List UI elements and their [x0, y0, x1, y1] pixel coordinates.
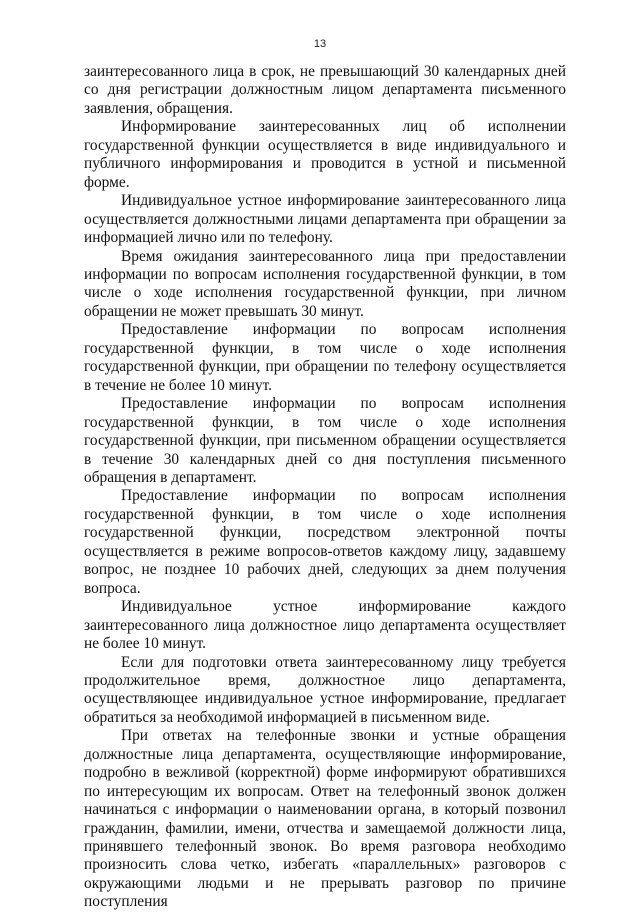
paragraph-oral-duration: Индивидуальное устное информирование каждого заинтересованного лица должностное лицо департамента осуществляет не более 10 минут. [84, 598, 566, 653]
paragraph-individual-oral: Индивидуальное устное информирование заинтересованного лица осуществляется должностными лицами департамента при обращении за информацией лично или по телефону. [84, 192, 566, 247]
document-body [84, 63, 566, 912]
paragraph-phone-info: Предоставление информации по вопросам исполнения государственной функции, в том числе о ходе исполнения государственной функции, при обращении по телефону осуществляется в течение не более 10 минут. [84, 321, 566, 394]
page-number: 13 [313, 38, 327, 50]
paragraph-written-info: Предоставление информации по вопросам исполнения государственной функции, в том числе о ходе исполнения государственной функции, при письменном обращении осуществляется в течение 30 календарных дней со дня поступления письменного обращения в департамент. [84, 395, 566, 486]
paragraph-waiting-time: Время ожидания заинтересованного лица при предоставлении информации по вопросам исполнения государственной функции, в том числе о ходе исполнения государственной функции, при личном обращении не может превышать 30 минут. [84, 247, 566, 320]
paragraph-long-preparation: Если для подготовки ответа заинтересованному лицу требуется продолжительное время, должностное лицо департамента, осуществляющее индивидуальное устное информирование, предлагает обратиться за необходимой информацией в письменном виде. [84, 653, 566, 726]
paragraph-continuation: заинтересованного лица в срок, не превышающий 30 календарных дней со дня регистрации должностным лицом департамента письменного заявления, обращения. [84, 63, 566, 117]
paragraph-email-info: Предоставление информации по вопросам исполнения государственной функции, в том числе о ходе исполнения государственной функции, посредством электронной почты осуществляется в режиме вопросов-ответов каждому лицу, задавшему вопрос, не позднее 10 рабочих дней, следующих за днем получения вопроса. [84, 487, 566, 597]
paragraph-informing-forms: Информирование заинтересованных лиц об исполнении государственной функции осуществляется в виде индивидуального и публичного информирования и проводится в устной и письменной форме. [84, 118, 566, 191]
paragraph-phone-calls: При ответах на телефонные звонки и устные обращения должностные лица департамента, осуществляющие информирование, подробно в вежливой (корректной) форме информируют обратившихся по интересующим их вопросам. Ответ на телефонный звонок должен начинаться с информации о наименовании органа, в который позвонил гражданин, фамилии, имени, отчества и замещаемой должности лица, принявшего телефонный звонок. Во время разговора необходимо произносить слова четко, избегать «параллельных» разговоров с окружающими людьми и не прерывать разговор по причине поступления [84, 727, 566, 911]
